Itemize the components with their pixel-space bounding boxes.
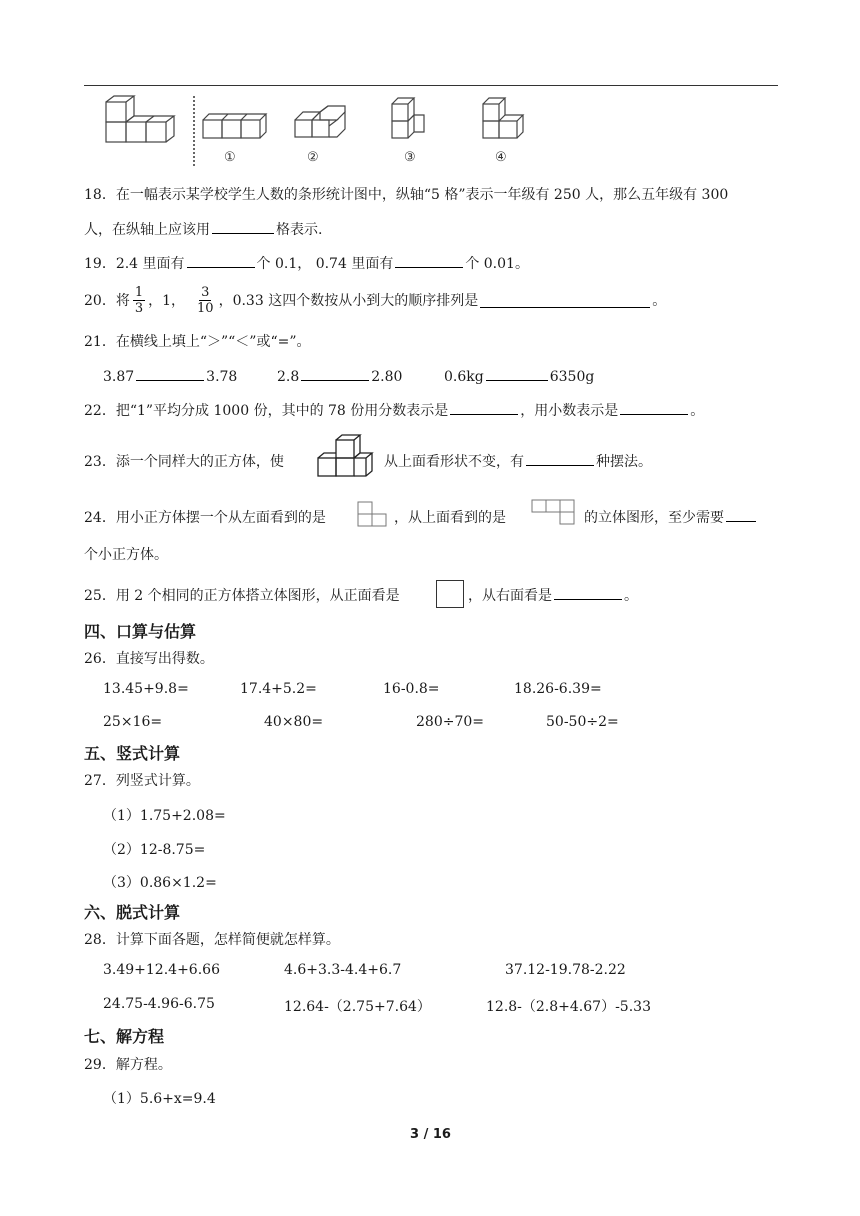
cube-figure-2 [293,104,349,140]
q18-line2: 人，在纵轴上应该用 格表示. [84,219,322,239]
section-heading-4: 四、口算与估算 [84,622,197,641]
q28-item: 37.12-19.78-2.22 [505,962,626,978]
q27-item: （2）12-8.75= [103,842,206,858]
q26-item: 50-50÷2= [546,714,619,730]
q24-text-a: 24．用小正方体摆一个从左面看到的是 [84,510,326,526]
q28-item: 4.6+3.3-4.4+6.7 [284,962,402,978]
q21-blank-1[interactable] [136,366,204,381]
page-number: 3 / 16 [410,1127,451,1142]
q27-text: 27．列竖式计算。 [84,773,200,789]
fraction-one-third: $\frac{1}{3}$ [134,284,144,316]
section-heading-5: 五、竖式计算 [84,744,181,763]
divider-dashed [193,96,195,166]
q23-text-b: 从上面看形状不变，有 种摆法。 [384,451,652,471]
q27-item: （3）0.86×1.2= [103,875,217,891]
q24-text-b: ，从上面看到的是 [394,510,506,526]
q26-item: 40×80= [264,714,324,730]
q18-line1: 18．在一幅表示某学校学生人数的条形统计图中，纵轴“5 格”表示一年级有 250 人，那么五年级有 300 [84,187,729,203]
q24-top-view-icon [530,498,578,528]
q21-item-2: 2.8 2.80 [277,366,402,385]
header-rule [84,85,778,86]
q25-answer-blank[interactable] [554,585,622,600]
q28-item: 24.75-4.96-6.75 [103,996,215,1012]
figure-label-4: ④ [495,150,507,165]
q26-text: 26．直接写出得数。 [84,651,214,667]
section-heading-6: 六、脱式计算 [84,903,181,922]
q24-text-c: 的立体图形，至少需要 [584,507,758,527]
q28-item: 3.49+12.4+6.66 [103,962,220,978]
cube-figure-1 [201,112,267,140]
q19: 19．2.4 里面有 个 0.1， 0.74 里面有 个 0.01。 [84,253,529,273]
q22: 22．把“1”平均分成 1000 份，其中的 78 份用分数表示是 ，用小数表示是 。 [84,400,704,420]
q24-line2: 个小正方体。 [84,547,168,563]
q26-item: 18.26-6.39= [514,681,602,697]
q25-text-b: ，从右面看是 。 [468,585,638,605]
q24-answer-blank[interactable] [726,507,756,522]
section-heading-7: 七、解方程 [84,1027,165,1046]
q21-item-3: 0.6kg 6350g [444,366,594,385]
q22-blank-fraction[interactable] [450,400,518,415]
q26-item: 280÷70= [416,714,484,730]
q28-text: 28．计算下面各题，怎样简便就怎样算。 [84,932,340,948]
q23-answer-blank[interactable] [526,451,594,466]
fraction-three-tenths: $\frac{3}{10}$ [197,284,214,316]
q23-text-a: 23．添一个同样大的正方体，使 [84,454,284,470]
figure-label-2: ② [307,150,319,165]
q26-item: 13.45+9.8= [103,681,189,697]
q25-front-view-square [436,580,464,608]
q26-item: 17.4+5.2= [240,681,317,697]
q26-item: 16-0.8= [383,681,440,697]
q21-blank-2[interactable] [301,366,369,381]
q29-text: 29．解方程。 [84,1057,172,1073]
q26-item: 25×16= [103,714,163,730]
q29-item: （1）5.6+x=9.4 [103,1091,216,1107]
q18-answer-blank[interactable] [212,219,274,234]
cube-figure-3 [390,96,430,140]
figure-label-1: ① [224,150,236,165]
figure-label-3: ③ [404,150,416,165]
q24-left-view-icon [356,500,388,528]
q19-blank-1[interactable] [187,253,255,268]
q21-item-1: 3.87 3.78 [103,366,237,385]
q20: 20．将 $\frac{1}{3}$ ，1， $\frac{3}{10}$ ，0.33 这四个数按从小到大的顺序排列是 。 [84,284,667,316]
q28-item: 12.64-（2.75+7.64） [284,999,431,1015]
q22-blank-decimal[interactable] [620,400,688,415]
q21-text: 21．在横线上填上“＞”“＜”或“=”。 [84,334,311,350]
q23-cube-figure [316,434,378,480]
q21-blank-3[interactable] [486,366,548,381]
q28-item: 12.8-（2.8+4.67）-5.33 [486,999,651,1015]
cube-figure-main [104,100,176,146]
q19-blank-2[interactable] [395,253,463,268]
cube-figure-4 [481,96,529,140]
q27-item: （1）1.75+2.08= [103,808,226,824]
q20-answer-blank[interactable] [480,293,650,308]
q25-text-a: 25．用 2 个相同的正方体搭立体图形，从正面看是 [84,588,400,604]
